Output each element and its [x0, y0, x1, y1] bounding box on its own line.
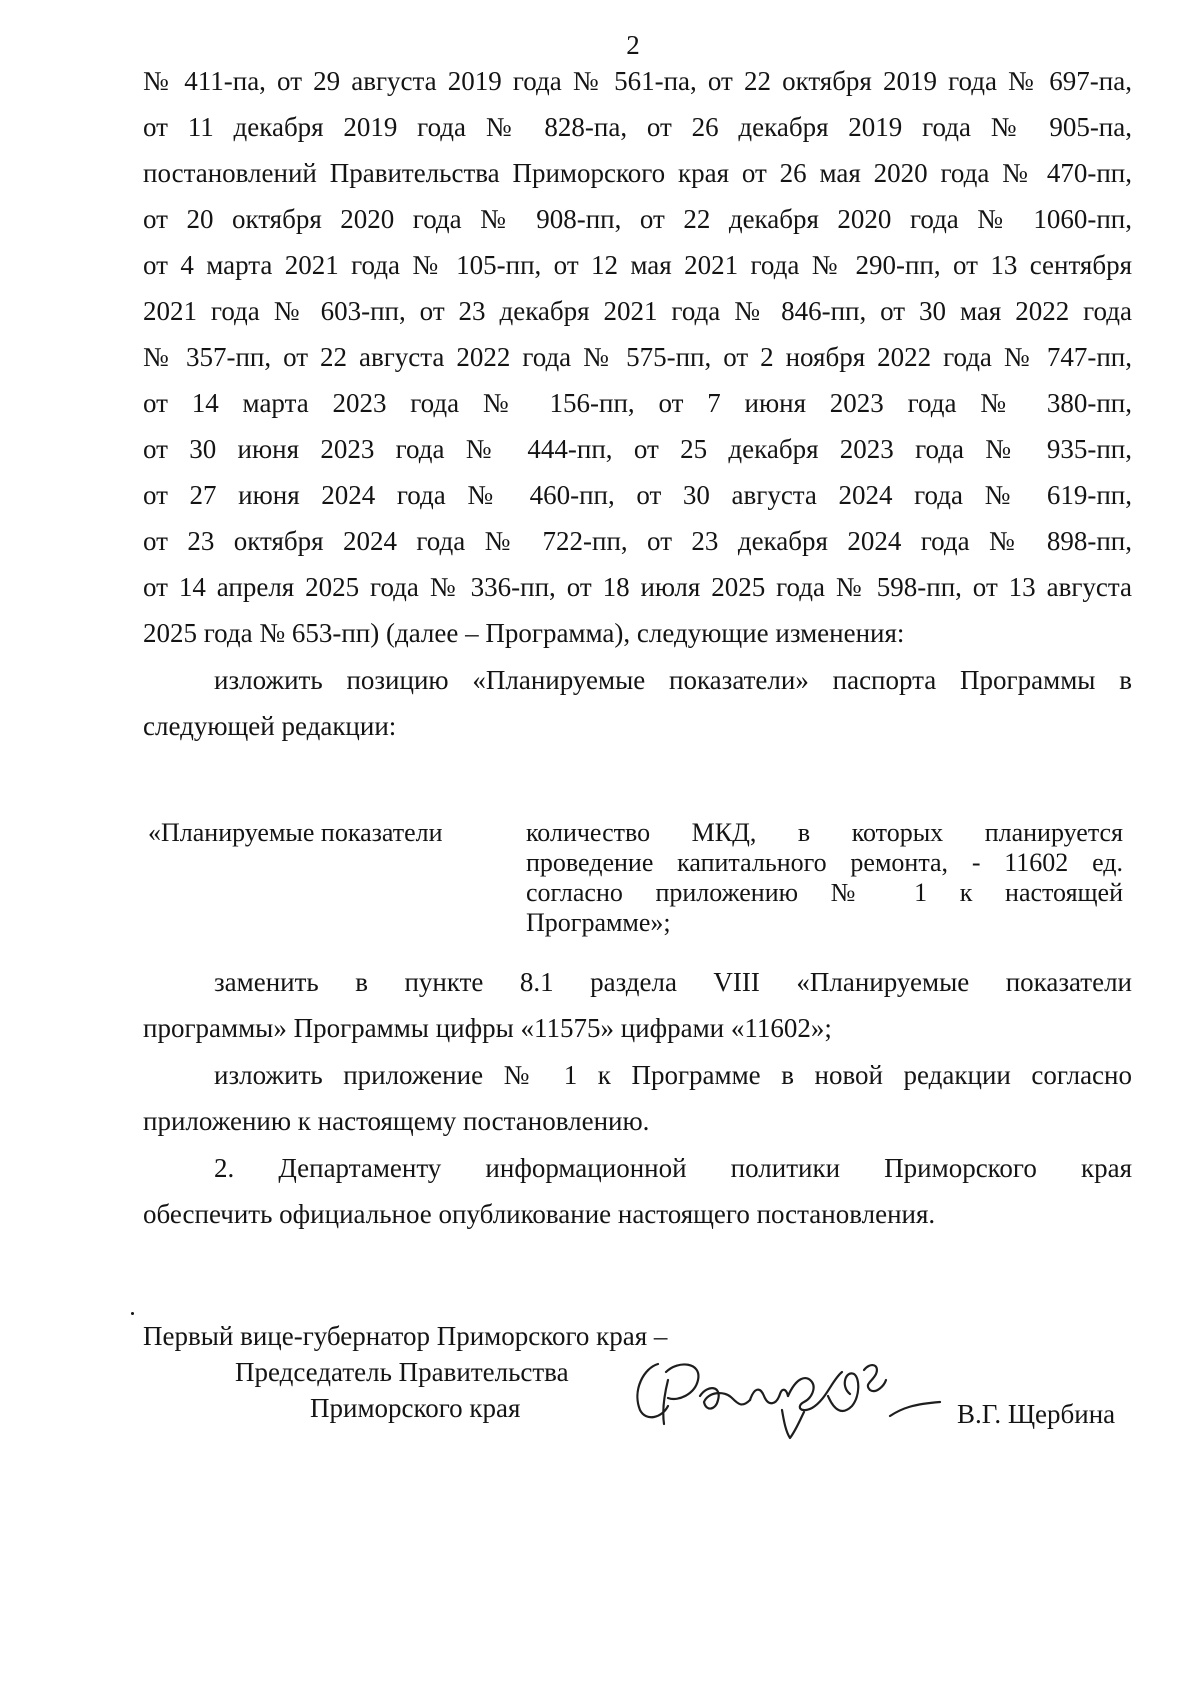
body-line: от 20 октября 2020 года № 908-пп, от 22 декабря 2020 года № 1060-пп, — [143, 204, 1132, 234]
passport-label: «Планируемые показатели — [148, 818, 443, 847]
body-line: от 23 октября 2024 года № 722-пп, от 23 декабря 2024 года № 898-пп, — [143, 526, 1132, 556]
body-line: заменить в пункте 8.1 раздела VIII «Планируемые показатели — [214, 967, 1132, 997]
body-line: обеспечить официальное опубликование настоящего постановления. — [143, 1199, 936, 1229]
signatory-title: Приморского края — [310, 1393, 521, 1423]
body-line: от 30 июня 2023 года № 444-пп, от 25 декабря 2023 года № 935-пп, — [143, 434, 1132, 464]
body-line: от 14 марта 2023 года № 156-пп, от 7 июня 2023 года № 380-пп, — [143, 388, 1132, 418]
body-line: 2021 года № 603-пп, от 23 декабря 2021 года № 846-пп, от 30 мая 2022 года — [143, 296, 1132, 326]
body-line: постановлений Правительства Приморского края от 26 мая 2020 года № 470-пп, — [143, 158, 1132, 188]
handwritten-signature — [628, 1350, 958, 1440]
passport-value-line: количество МКД, в которых планируется — [526, 818, 1123, 847]
body-line: № 411-па, от 29 августа 2019 года № 561-па, от 22 октября 2019 года № 697-па, — [143, 66, 1132, 96]
body-line: от 14 апреля 2025 года № 336-пп, от 18 июля 2025 года № 598-пп, от 13 августа — [143, 572, 1132, 602]
signatory-title: Первый вице-губернатор Приморского края – — [143, 1321, 668, 1351]
body-line: изложить позицию «Планируемые показатели» паспорта Программы в — [214, 665, 1132, 695]
passport-value-line: Программе»; — [526, 908, 671, 937]
passport-value-line: проведение капитального ремонта, - 11602 ед. — [526, 848, 1123, 877]
body-line: 2025 года № 653-пп) (далее – Программа), следующие изменения: — [143, 618, 905, 648]
body-line: приложению к настоящему постановлению. — [143, 1106, 650, 1136]
body-line: № 357-пп, от 22 августа 2022 года № 575-пп, от 2 ноября 2022 года № 747-пп, — [143, 342, 1132, 372]
body-line: программы» Программы цифры «11575» цифрами «11602»; — [143, 1013, 832, 1043]
body-line: следующей редакции: — [143, 711, 397, 741]
signatory-name: В.Г. Щербина — [957, 1399, 1116, 1429]
signatory-title: Председатель Правительства — [235, 1357, 569, 1387]
body-line: от 4 марта 2021 года № 105-пп, от 12 мая 2021 года № 290-пп, от 13 сентября — [143, 250, 1132, 280]
body-line: от 11 декабря 2019 года № 828-па, от 26 декабря 2019 года № 905-па, — [143, 112, 1132, 142]
passport-value — [526, 818, 1123, 938]
body-line: 2. Департаменту информационной политики Приморского края — [214, 1153, 1132, 1183]
stray-dot — [131, 1312, 134, 1315]
passport-value-line: согласно приложению № 1 к настоящей — [526, 878, 1123, 907]
body-line: изложить приложение № 1 к Программе в новой редакции согласно — [214, 1060, 1132, 1090]
page-number: 2 — [626, 30, 640, 60]
body-line: от 27 июня 2024 года № 460-пп, от 30 августа 2024 года № 619-пп, — [143, 480, 1132, 510]
